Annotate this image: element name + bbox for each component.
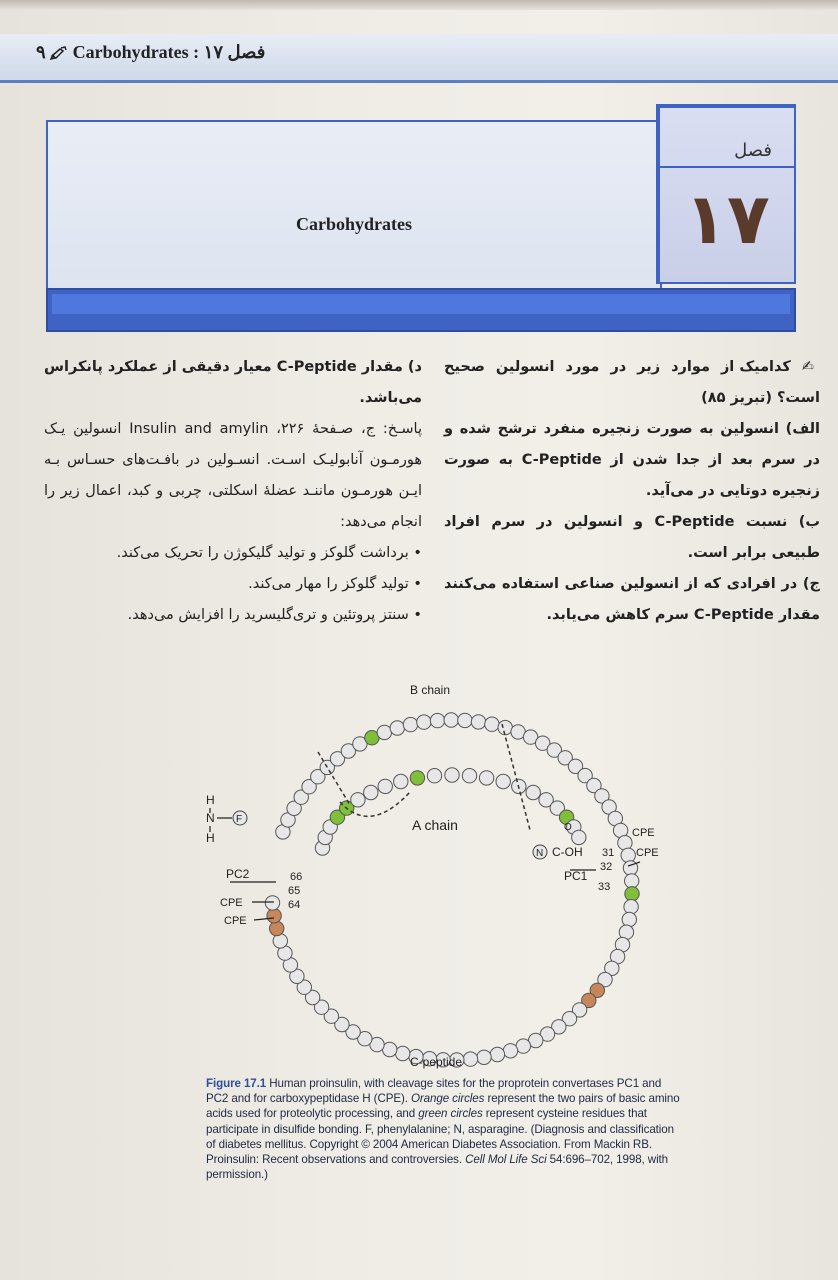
amino-acid-bead — [572, 830, 586, 844]
amino-acid-bead — [444, 713, 458, 727]
amino-acid-bead — [390, 721, 404, 735]
amino-acid-bead — [430, 713, 444, 727]
label-cpe-4: CPE — [224, 915, 247, 927]
pen-hand-icon — [50, 46, 68, 60]
label-b-chain: B chain — [410, 683, 451, 697]
amino-acid-bead — [496, 774, 510, 788]
answer-text: پاسـخ: ج، صـفحهٔ ۲۲۶، Insulin and amylin انسولین یـک هورمـون آنابولیـک اسـت. انسـولین در بافـت‌های حسـاس بـه ایـن هورمـون ماننـد عضلهٔ اسکلتی، چربی و کبد، اعمال زیر را انجام می‌دهد: — [44, 421, 422, 530]
label-cpe-2: CPE — [636, 847, 659, 859]
amino-acid-bead — [378, 779, 392, 793]
amino-acid-bead — [618, 836, 632, 850]
label-cpe-3: CPE — [220, 897, 243, 909]
amino-acid-bead — [516, 1039, 530, 1053]
amino-acid-bead — [364, 785, 378, 799]
banner-title-box — [46, 120, 662, 292]
amino-acid-bead — [503, 1044, 517, 1058]
label-pc2: PC2 — [226, 867, 250, 881]
answer-bullet-3: • سنتز پروتئین و تری‌گلیسرید را افزایش می‌دهد. — [44, 600, 422, 631]
option-c: ج) در افرادی که از انسولین صناعی استفاده می‌کنند مقدار C-Peptide سرم کاهش می‌یابد. — [444, 576, 820, 623]
label-h-top: H — [206, 793, 215, 807]
amino-acid-bead — [377, 725, 391, 739]
chapter-divider — [660, 166, 794, 168]
banner-bottom-bar — [46, 288, 796, 332]
amino-acid-bead — [445, 768, 459, 782]
answer-column — [44, 352, 422, 631]
cysteine-bead — [625, 887, 639, 901]
amino-acid-bead — [490, 1047, 504, 1061]
amino-acid-bead — [477, 1050, 491, 1064]
amino-acid-bead — [624, 900, 638, 914]
basic-residue-bead — [270, 921, 284, 935]
label-o: O — [564, 822, 572, 833]
amino-acid-bead — [622, 912, 636, 926]
running-header — [36, 42, 265, 63]
amino-acid-bead — [625, 874, 639, 888]
cysteine-bead — [410, 771, 424, 785]
header-separator: : — [193, 42, 200, 62]
amino-acid-bead — [265, 896, 279, 910]
label-h-bottom: H — [206, 831, 215, 845]
amino-acid-bead — [403, 717, 417, 731]
amino-acid-bead — [471, 715, 485, 729]
amino-acid-bead — [417, 715, 431, 729]
amino-acid-bead — [394, 774, 408, 788]
banner-title: Carbohydrates — [296, 214, 412, 234]
amino-acid-bead — [458, 713, 472, 727]
label-n-circle: N — [536, 848, 544, 859]
amino-acid-bead — [498, 720, 512, 734]
amino-acid-bead — [479, 771, 493, 785]
label-a-chain: A chain — [412, 817, 458, 833]
chapter-label: فصل — [734, 140, 772, 161]
option-d: د) مقدار C-Peptide معیار دقیقی از عملکرد پانکراس می‌باشد. — [44, 359, 422, 406]
amino-acid-bead — [621, 848, 635, 862]
option-b: ب) نسبت C-Peptide و انسولین در سرم افراد طبیعی برابر است. — [444, 514, 820, 561]
label-33: 33 — [598, 881, 611, 893]
option-a: الف) انسولین به صورت زنجیره منفرد ترشح شده و در سرم بعد از جدا شدن از C-Peptide به صورت زنجیره دوتایی در می‌آید. — [444, 421, 820, 499]
figure-caption: Figure 17.1 Human proinsulin, with cleavage sites for the proprotein convertases PC1 and PC2 and for carboxypeptidase H (CPE). Orange circles represent the two pairs of basic amino acids used for proteolytic processing, and green circles represent cysteine residues that participate in disulfide bonding. F, phenylalanine; N, asparagine. (Diagnosis and classification of diabetes mellitus. Copyright © 2004 American Diabetes Association. From Mackin RB. Proinsulin: Recent observations and controversies. Cell Mol Life Sci 54:696–702, 1998, with permission.) — [206, 1077, 680, 1182]
chapter-box — [658, 106, 796, 284]
label-cpe-1: CPE — [632, 827, 655, 839]
header-title-en: Carbohydrates — [72, 42, 189, 62]
amino-acid-bead — [463, 1052, 477, 1066]
answer-bullet-1: • برداشت گلوکز و تولید گلیکوژن را تحریک می‌کند. — [44, 538, 422, 569]
label-32: 32 — [600, 861, 613, 873]
question-stem: ✍ کدامیک از موارد زیر در مورد انسولین صحیح است؟ (تبریز ۸۵) — [444, 359, 820, 406]
chain-beads — [265, 713, 639, 1067]
amino-acid-bead — [485, 717, 499, 731]
banner-bar-highlight — [52, 294, 790, 314]
proinsulin-diagram — [190, 680, 690, 1080]
chapter-banner — [46, 104, 796, 334]
pen-icon: ✍ — [790, 359, 820, 375]
page-number: ۹ — [36, 42, 46, 62]
label-31: 31 — [602, 847, 615, 859]
label-65: 65 — [288, 885, 301, 897]
label-cooh: C-OH — [552, 845, 583, 859]
amino-acid-bead — [427, 769, 441, 783]
answer-bullet-2: • تولید گلوکز را مهار می‌کند. — [44, 569, 422, 600]
label-c-peptide: C-peptide — [410, 1055, 463, 1069]
amino-acid-bead — [462, 769, 476, 783]
label-n-left: N — [206, 811, 215, 825]
page-top-shadow — [0, 0, 838, 10]
label-64: 64 — [288, 899, 301, 911]
amino-acid-bead — [526, 785, 540, 799]
label-66: 66 — [290, 871, 303, 883]
amino-acid-bead — [396, 1046, 410, 1060]
basic-residue-bead — [267, 909, 281, 923]
question-column — [444, 352, 820, 631]
label-pc1: PC1 — [564, 869, 588, 883]
amino-acid-bead — [351, 793, 365, 807]
header-chapter-ref: فصل ۱۷ — [203, 42, 266, 62]
label-f: F — [236, 814, 243, 825]
chapter-number: ۱۷ — [684, 178, 770, 260]
caption-label: Figure 17.1 — [206, 1077, 267, 1090]
